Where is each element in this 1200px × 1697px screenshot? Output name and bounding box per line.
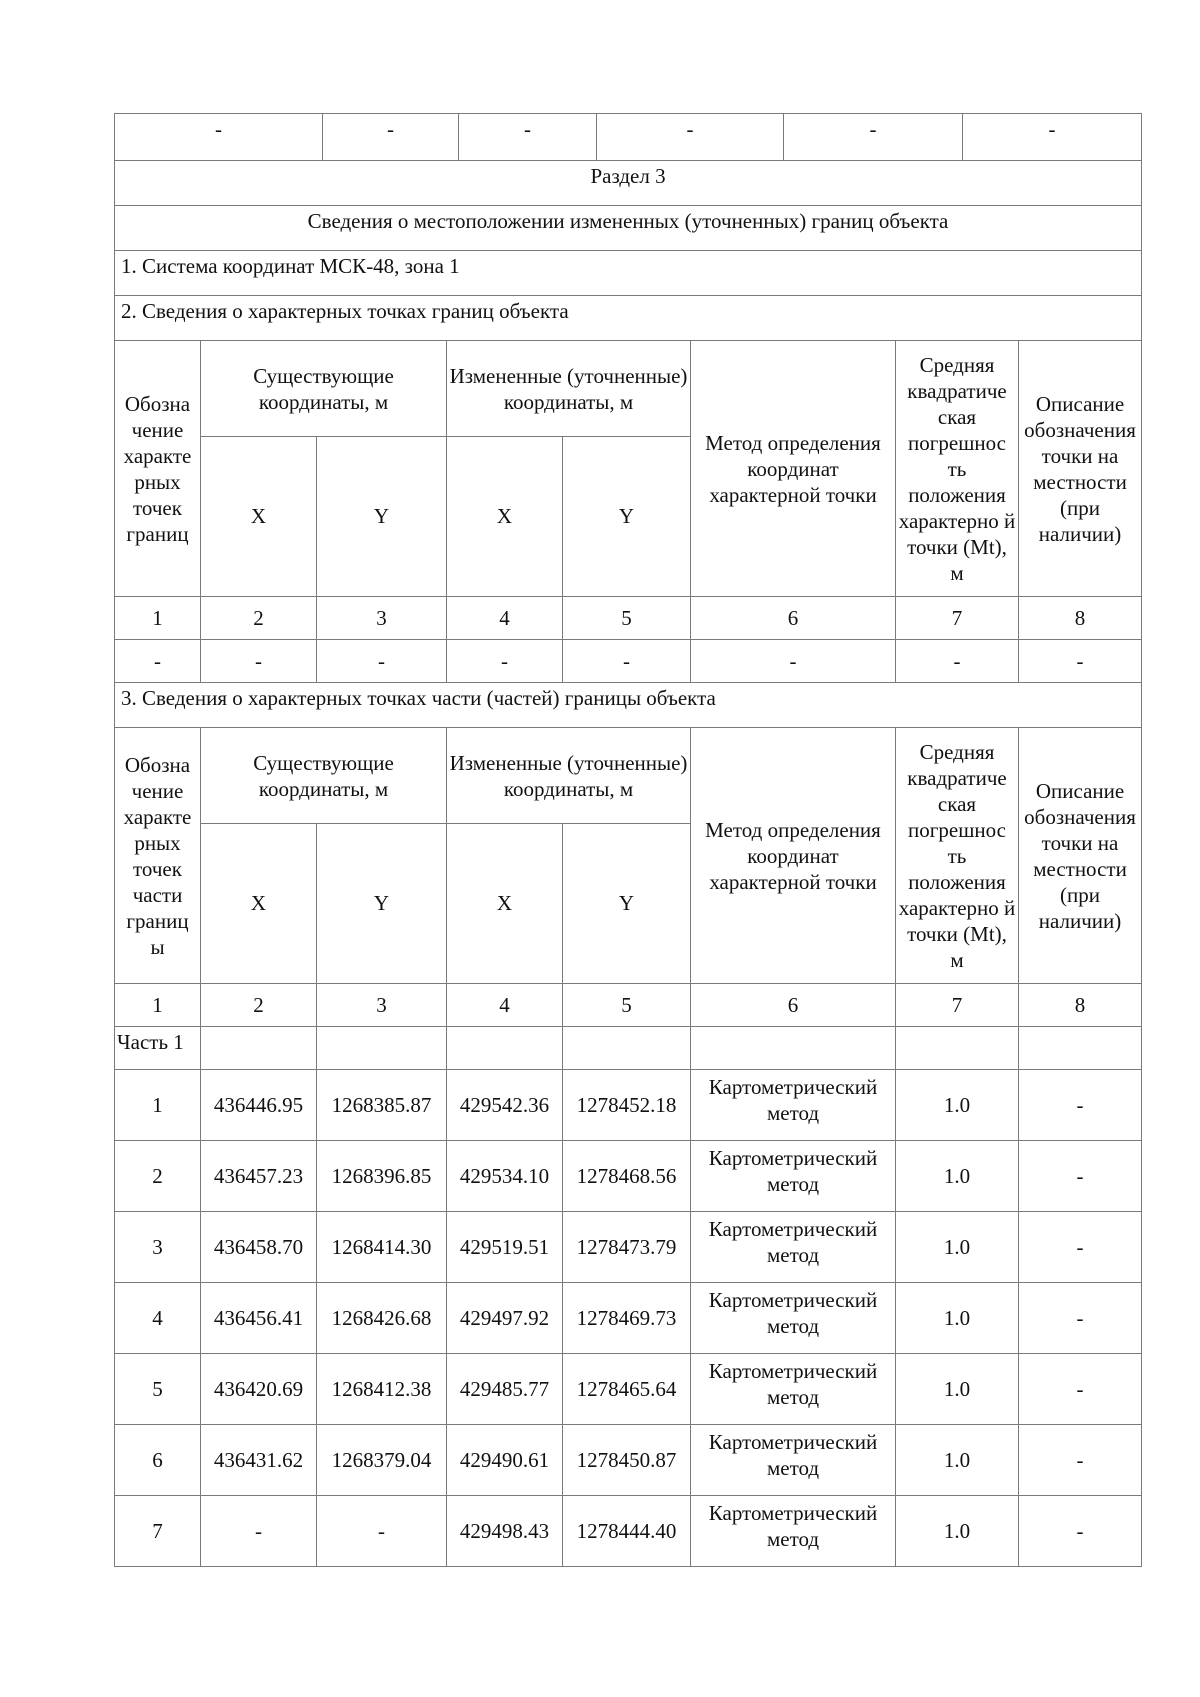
existing-x: 436458.70 bbox=[201, 1212, 317, 1283]
column-number: 2 bbox=[201, 597, 317, 640]
mean-error: 1.0 bbox=[896, 1354, 1019, 1425]
empty-cell: - bbox=[201, 640, 317, 683]
point-number: 1 bbox=[115, 1070, 201, 1141]
method: Картометрический метод bbox=[691, 1496, 896, 1567]
header-changed-coords: Измененные (уточненные) координаты, м bbox=[447, 341, 691, 437]
changed-y: 1278450.87 bbox=[563, 1425, 691, 1496]
point-description: - bbox=[1019, 1425, 1142, 1496]
existing-x: 436431.62 bbox=[201, 1425, 317, 1496]
header-description: Описание обозначения точки на местности (при наличии) bbox=[1019, 728, 1142, 984]
header-y: Y bbox=[317, 824, 447, 984]
top-cell: - bbox=[597, 114, 784, 161]
point-number: 5 bbox=[115, 1354, 201, 1425]
changed-y: 1278465.64 bbox=[563, 1354, 691, 1425]
header-x: X bbox=[447, 437, 563, 597]
column-number: 6 bbox=[691, 597, 896, 640]
header-changed-coords: Измененные (уточненные) координаты, м bbox=[447, 728, 691, 824]
method: Картометрический метод bbox=[691, 1141, 896, 1212]
column-number: 5 bbox=[563, 984, 691, 1027]
mean-error: 1.0 bbox=[896, 1141, 1019, 1212]
mean-error: 1.0 bbox=[896, 1496, 1019, 1567]
column-number: 3 bbox=[317, 597, 447, 640]
table-row bbox=[115, 1425, 1142, 1496]
point-number: 2 bbox=[115, 1141, 201, 1212]
changed-x: 429519.51 bbox=[447, 1212, 563, 1283]
point-description: - bbox=[1019, 1141, 1142, 1212]
empty-cell: - bbox=[896, 640, 1019, 683]
changed-x: 429497.92 bbox=[447, 1283, 563, 1354]
table-row bbox=[115, 1283, 1142, 1354]
column-number: 1 bbox=[115, 984, 201, 1027]
table-row bbox=[115, 1212, 1142, 1283]
mean-error: 1.0 bbox=[896, 1283, 1019, 1354]
existing-x: 436420.69 bbox=[201, 1354, 317, 1425]
existing-y: 1268385.87 bbox=[317, 1070, 447, 1141]
empty-cell: - bbox=[447, 640, 563, 683]
top-dash-row bbox=[115, 114, 1142, 161]
column-number: 5 bbox=[563, 597, 691, 640]
existing-y: 1268426.68 bbox=[317, 1283, 447, 1354]
mean-error: 1.0 bbox=[896, 1070, 1019, 1141]
empty-row bbox=[115, 640, 1142, 683]
header-y: Y bbox=[563, 824, 691, 984]
point-number: 6 bbox=[115, 1425, 201, 1496]
existing-y: - bbox=[317, 1496, 447, 1567]
table-row bbox=[115, 1141, 1142, 1212]
column-number: 8 bbox=[1019, 597, 1142, 640]
column-number: 4 bbox=[447, 984, 563, 1027]
header-description: Описание обозначения точки на местности (при наличии) bbox=[1019, 341, 1142, 597]
existing-x: 436456.41 bbox=[201, 1283, 317, 1354]
column-number-row bbox=[115, 597, 1142, 640]
column-number: 3 bbox=[317, 984, 447, 1027]
column-number: 8 bbox=[1019, 984, 1142, 1027]
points-body bbox=[115, 1070, 1142, 1567]
existing-x: 436446.95 bbox=[201, 1070, 317, 1141]
header-error: Средняя квадратиче ская погрешнос ть положения характерно й точки (Mt), м bbox=[896, 341, 1019, 597]
header-x: X bbox=[201, 437, 317, 597]
point-description: - bbox=[1019, 1283, 1142, 1354]
method: Картометрический метод bbox=[691, 1354, 896, 1425]
header-existing-coords: Существующие координаты, м bbox=[201, 728, 447, 824]
method: Картометрический метод bbox=[691, 1425, 896, 1496]
section-3-title: 3. Сведения о характерных точках части (частей) границы объекта bbox=[115, 683, 1142, 728]
part-label: Часть 1 bbox=[115, 1027, 201, 1070]
column-number: 2 bbox=[201, 984, 317, 1027]
empty-cell: - bbox=[115, 640, 201, 683]
mean-error: 1.0 bbox=[896, 1212, 1019, 1283]
column-number-row bbox=[115, 984, 1142, 1027]
header-x: X bbox=[201, 824, 317, 984]
existing-y: 1268379.04 bbox=[317, 1425, 447, 1496]
point-description: - bbox=[1019, 1070, 1142, 1141]
column-number: 7 bbox=[896, 597, 1019, 640]
header-y: Y bbox=[563, 437, 691, 597]
column-number: 1 bbox=[115, 597, 201, 640]
points-table bbox=[114, 1069, 1142, 1567]
point-number: 4 bbox=[115, 1283, 201, 1354]
column-number: 4 bbox=[447, 597, 563, 640]
top-cell: - bbox=[323, 114, 459, 161]
section-2-title: 2. Сведения о характерных точках границ объекта bbox=[115, 296, 1142, 341]
header-method: Метод определения координат характерной точки bbox=[691, 728, 896, 984]
changed-x: 429490.61 bbox=[447, 1425, 563, 1496]
changed-x: 429485.77 bbox=[447, 1354, 563, 1425]
existing-y: 1268396.85 bbox=[317, 1141, 447, 1212]
header-existing-coords: Существующие координаты, м bbox=[201, 341, 447, 437]
method: Картометрический метод bbox=[691, 1283, 896, 1354]
changed-x: 429534.10 bbox=[447, 1141, 563, 1212]
table-row bbox=[115, 1354, 1142, 1425]
table-row bbox=[115, 1496, 1142, 1567]
changed-y: 1278468.56 bbox=[563, 1141, 691, 1212]
header-y: Y bbox=[317, 437, 447, 597]
empty-cell: - bbox=[317, 640, 447, 683]
top-dash-row-table bbox=[114, 113, 1142, 161]
top-cell: - bbox=[459, 114, 597, 161]
section-subtitle: Сведения о местоположении измененных (уточненных) границ объекта bbox=[115, 206, 1142, 251]
changed-y: 1278469.73 bbox=[563, 1283, 691, 1354]
top-cell: - bbox=[963, 114, 1142, 161]
changed-y: 1278473.79 bbox=[563, 1212, 691, 1283]
changed-y: 1278452.18 bbox=[563, 1070, 691, 1141]
column-number: 6 bbox=[691, 984, 896, 1027]
table-row bbox=[115, 1070, 1142, 1141]
point-number: 3 bbox=[115, 1212, 201, 1283]
existing-y: 1268414.30 bbox=[317, 1212, 447, 1283]
header-error: Средняя квадратиче ская погрешнос ть положения характерно й точки (Mt), м bbox=[896, 728, 1019, 984]
header-designation: Обозна чение характе рных точек части границ ы bbox=[115, 728, 201, 984]
coordinate-system: 1. Система координат МСК-48, зона 1 bbox=[115, 251, 1142, 296]
top-cell: - bbox=[784, 114, 963, 161]
changed-x: 429542.36 bbox=[447, 1070, 563, 1141]
header-designation: Обозна чение характе рных точек границ bbox=[115, 341, 201, 597]
part-row bbox=[115, 1027, 1142, 1070]
section-title: Раздел 3 bbox=[115, 161, 1142, 206]
top-cell: - bbox=[115, 114, 323, 161]
point-description: - bbox=[1019, 1212, 1142, 1283]
document-page bbox=[114, 113, 1141, 1567]
point-description: - bbox=[1019, 1496, 1142, 1567]
header-method: Метод определения координат характерной точки bbox=[691, 341, 896, 597]
changed-x: 429498.43 bbox=[447, 1496, 563, 1567]
point-number: 7 bbox=[115, 1496, 201, 1567]
empty-cell: - bbox=[563, 640, 691, 683]
existing-x: 436457.23 bbox=[201, 1141, 317, 1212]
header-x: X bbox=[447, 824, 563, 984]
empty-cell: - bbox=[691, 640, 896, 683]
existing-y: 1268412.38 bbox=[317, 1354, 447, 1425]
mean-error: 1.0 bbox=[896, 1425, 1019, 1496]
empty-cell: - bbox=[1019, 640, 1142, 683]
method: Картометрический метод bbox=[691, 1070, 896, 1141]
column-number: 7 bbox=[896, 984, 1019, 1027]
section-2-table bbox=[114, 160, 1142, 1070]
point-description: - bbox=[1019, 1354, 1142, 1425]
method: Картометрический метод bbox=[691, 1212, 896, 1283]
changed-y: 1278444.40 bbox=[563, 1496, 691, 1567]
existing-x: - bbox=[201, 1496, 317, 1567]
